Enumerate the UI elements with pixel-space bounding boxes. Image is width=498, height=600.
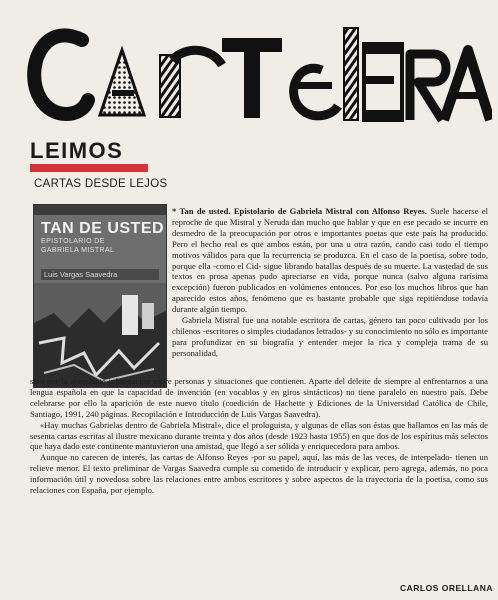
- cover-illustration: [34, 283, 166, 387]
- cover-top-strip: [34, 205, 166, 215]
- cover-title: TAN DE USTED: [41, 220, 165, 237]
- section-accent-bar: [30, 164, 148, 172]
- article-paragraph-4: Aunque no carecen de interés, las cartas de Alfonso Reyes -por su papel, aquí, las más de las veces, de interpelado- tienen un relieve menor. El texto preliminar de Vargas Saavedra cumple su cometido de introducir y explicar, pero agrega, además, no poca información útil y novedosa sobre las relaciones entre ambos escritores y sobre aspectos de la trayectoria de la poetisa, como sus relaciones con España, por ejemplo.: [30, 452, 488, 496]
- article-paragraph-2-start: Gabriela Mistral fue una notable escritora de cartas, género tan poco cultivado por los chilenos -escritores o simples ciudadanos letrados- y su conocimiento no sólo es importante para profundizar en su biografía y entender mejor la rica y compleja trama de su personalidad,: [172, 315, 488, 358]
- cover-author: Luis Vargas Saavedra: [41, 269, 159, 280]
- cover-subtitle-1: EPISTOLARIO DE: [41, 238, 105, 245]
- book-cover-image: [33, 204, 167, 388]
- article-paragraph-2-end: sino por la abundante información sobre personas y situaciones que contienen. Aparte del deleite de siempre al enfrentarnos a una lengua española en que la capacidad de invención (en vocablos y en giros sintácticos) no tiene paralelo en nuestro país. Debe celebrarse por ello la aparición de este nuevo título (coedición de Hachette y Ediciones de la Universidad Católica de Chile, Santiago, 1991, 240 páginas. Recopilación e Introducción de Luis Vargas Saavedra).: [30, 376, 488, 419]
- author-byline: CARLOS ORELLANA: [400, 583, 493, 593]
- article-lead-text: Suele hacerse el reproche de que Mistral y Neruda dan mucho que hablar y que en ese pecado se incurre en desmedro de la preocupación por otros e importantes poetas que este país ha producido. Pero el hecho real es que ambos están, por una u otra razón, cando casi todo el tiempo motivos válidos para que la recurrencia se produzca. En el caso de la poetisa, sobre todo, porque ella -como el Cid- sigue librando batallas después de su muerte. La vastedad de sus textos en prosa apenas pudo apreciarse en vida, porque nunca (salvo alguna rarísima excepción) fueron publicados en volúmenes entonces. Por eso los muchos libros que han aparecido estos años, fenómeno que es bastante probable que siga repitiéndose todavía durante algún tiempo.: [172, 206, 488, 315]
- article-column-full: [30, 376, 488, 496]
- section-label: LEIMOS: [30, 138, 124, 163]
- book-reference: * Tan de usted. Epistolario de Gabriela Mistral con Alfonso Reyes.: [172, 206, 427, 216]
- article-paragraph-1: [172, 206, 488, 315]
- article-column-right: [172, 206, 488, 359]
- article-paragraph-3: «Hay muchas Gabrielas dentro de Gabriela Mistral», dice el prologuista, y algunas de ellas son éstas que hallamos en las más de sesenta cartas escritas al ilustre mexicano durante treinta y dos años (desde 1923 hasta 1955) en que dos de los espíritus más selectos que haya dado este continente mantuvieron una amistad, que llegó a ser sólida y enriquecedora para ambos.: [30, 419, 488, 452]
- cover-subtitle-2: GABRIELA MISTRAL: [41, 247, 115, 254]
- masthead: [22, 10, 492, 130]
- article-headline: CARTAS DESDE LEJOS: [34, 178, 168, 190]
- masthead-logo: [22, 10, 492, 130]
